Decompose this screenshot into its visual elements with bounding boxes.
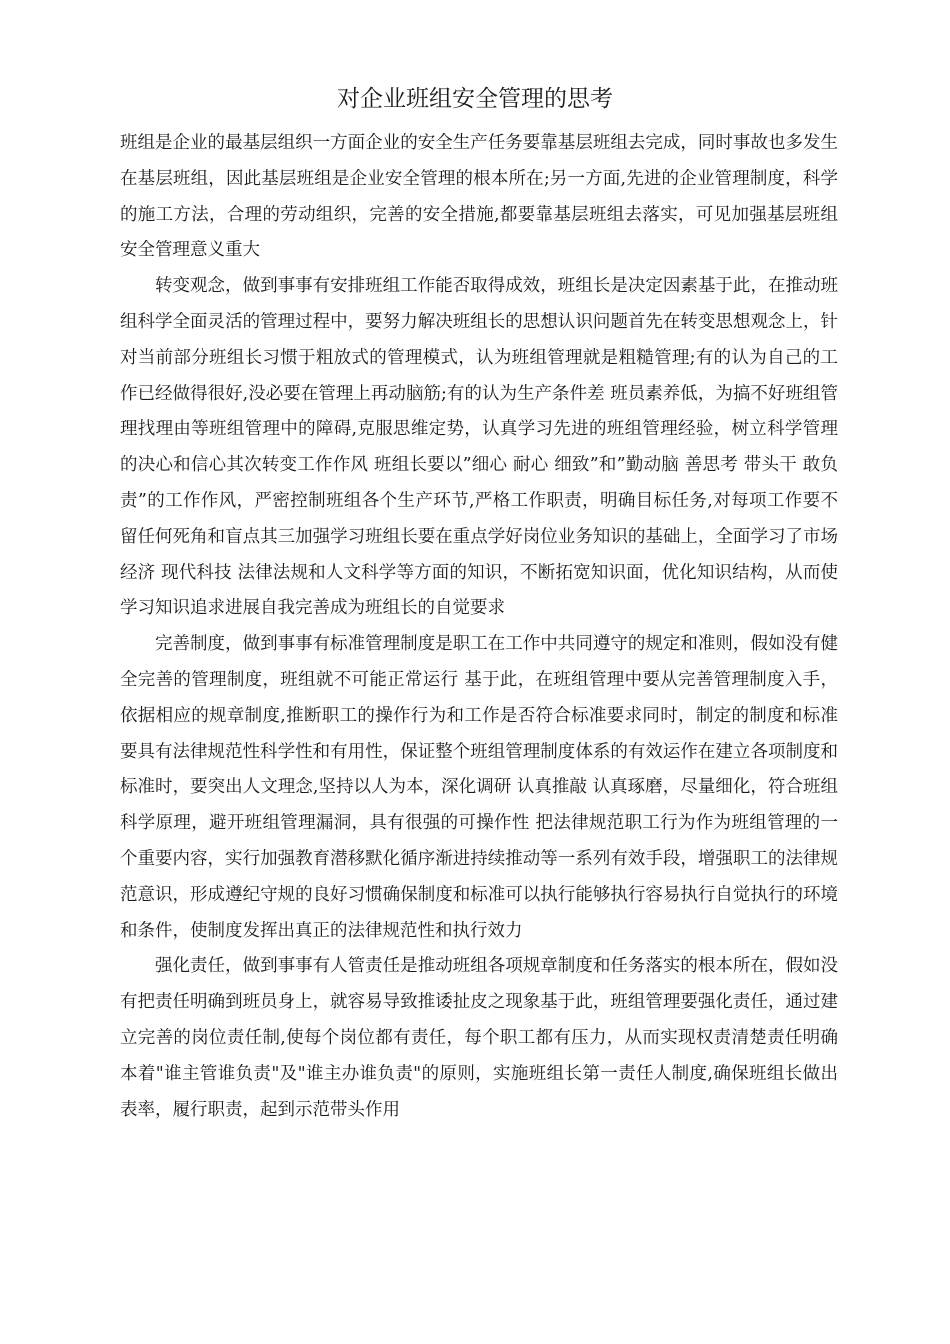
paragraph-strengthen-responsibility: 强化责任，做到事事有人管责任是推动班组各项规章制度和任务落实的根本所在，假如没有把责任明确到班员身上，就容易导致推诿扯皮之现象基于此，班组管理要强化责任，通过建立完善的岗位责任制,使每个岗位都有责任，每个职工都有压力，从而实现权责清楚责任明确 本着"谁主管谁负责"及"谁主办谁负责"的原则，实施班组长第一责任人制度,确保班组长做出表率，履行职责，起到示范带头作用 (120, 956, 838, 1120)
document-body (120, 126, 838, 1128)
paragraph-improve-system: 完善制度，做到事事有标准管理制度是职工在工作中共同遵守的规定和准则，假如没有健全完善的管理制度，班组就不可能正常运行 基于此，在班组管理中要从完善管理制度入手，依据相应的规章制度,推断职工的操作行为和工作是否符合标准要求同时，制定的制度和标准要具有法律规范性科学性和有用性，保证整个班组管理制度体系的有效运作在建立各项制度和标准时，要突出人文理念,坚持以人为本，深化调研 认真推敲 认真琢磨，尽量细化，符合班组科学原理，避开班组管理漏洞，具有很强的可操作性 把法律规范职工行为作为班组管理的一个重要内容，实行加强教育潜移默化循序渐进持续推动等一系列有效手段，增强职工的法律规范意识，形成遵纪守规的良好习惯确保制度和标准可以执行能够执行容易执行自觉执行的环境和条件，使制度发挥出真正的法律规范性和执行效力 (120, 634, 838, 941)
document-title: 对企业班组安全管理的思考 (337, 86, 613, 112)
paragraph-change-mindset: 转变观念，做到事事有安排班组工作能否取得成效，班组长是决定因素基于此，在推动班组科学全面灵活的管理过程中，要努力解决班组长的思想认识问题首先在转变思想观念上，针对当前部分班组长习惯于粗放式的管理模式，认为班组管理就是粗糙管理;有的认为自己的工作已经做得很好,没必要在管理上再动脑筋;有的认为生产条件差 班员素养低，为搞不好班组管理找理由等班组管理中的障碍,克服思维定势，认真学习先进的班组管理经验，树立科学管理的决心和信心其次转变工作作风 班组长要以”细心 耐心 细致”和”勤动脑 善思考 带头干 敢负责”的工作作风，严密控制班组各个生产环节,严格工作职责，明确目标任务,对每项工作要不留任何死角和盲点其三加强学习班组长要在重点学好岗位业务知识的基础上，全面学习了市场经济 现代科技 法律法规和人文科学等方面的知识，不断拓宽知识面，优化知识结构，从而使学习知识追求进展自我完善成为班组长的自觉要求 (120, 276, 838, 619)
paragraph-intro: 班组是企业的最基层组织一方面企业的安全生产任务要靠基层班组去完成，同时事故也多发生在基层班组，因此基层班组是企业安全管理的根本所在;另一方面,先进的企业管理制度，科学的施工方法，合理的劳动组织，完善的安全措施,都要靠基层班组去落实，可见加强基层班组安全管理意义重大 (120, 133, 838, 261)
